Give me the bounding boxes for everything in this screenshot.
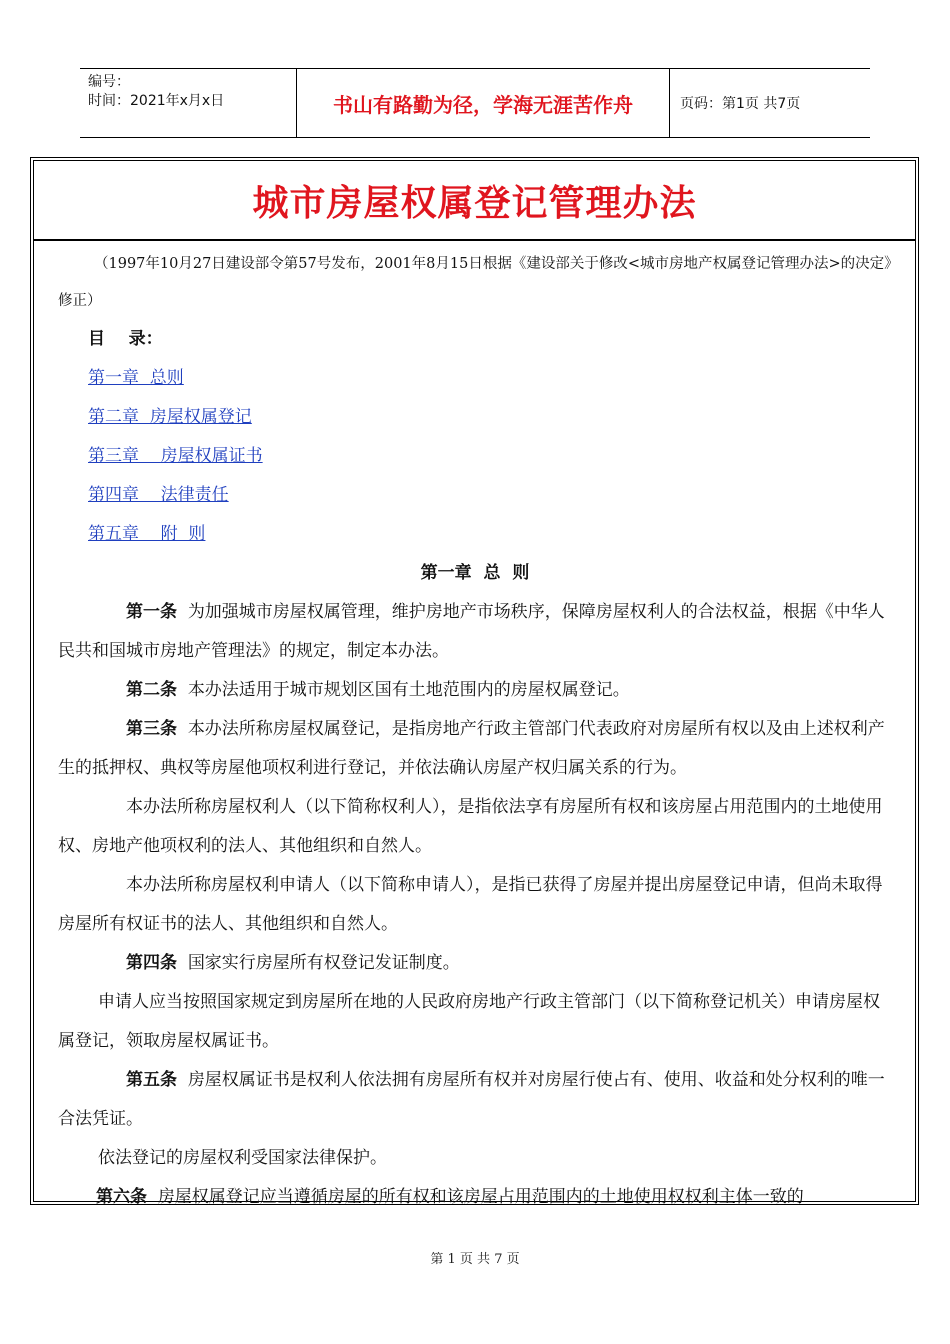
article-text: 房屋权属证书是权利人依法拥有房屋所有权并对房屋行使占有、使用、收益和处分权利的唯一合法凭证。	[58, 1070, 885, 1129]
article-2	[58, 671, 892, 710]
article-6	[58, 1178, 892, 1217]
article-text: 国家实行房屋所有权登记发证制度。	[187, 953, 460, 973]
toc-link-chapter-3[interactable]: 第三章 房屋权属证书	[88, 446, 263, 466]
paragraph: 本办法所称房屋权利申请人（以下简称申请人），是指已获得了房屋并提出房屋登记申请，但尚未取得房屋所有权证书的法人、其他组织和自然人。	[58, 875, 883, 934]
time-label: 时间：2021年x月x日	[88, 93, 225, 109]
page-footer: 第 1 页 共 7 页	[430, 1252, 520, 1267]
article-1	[58, 593, 892, 671]
chapter-heading: 第一章 总 则	[420, 563, 530, 583]
paragraph: 申请人应当按照国家规定到房屋所在地的人民政府房地产行政主管部门（以下简称登记机关）申请房屋权属登记，领取房屋权属证书。	[58, 992, 880, 1051]
header-motto: 书山有路勤为径，学海无涯苦作舟	[297, 69, 670, 137]
article-label: 第二条	[126, 680, 177, 700]
number-label: 编号：	[88, 74, 130, 90]
header-page-info: 页码：第1页 共7页	[680, 96, 801, 112]
toc-link-chapter-4[interactable]: 第四章 法律责任	[88, 485, 229, 505]
paragraph: 依法登记的房屋权利受国家法律保护。	[98, 1148, 387, 1168]
toc-link-chapter-5[interactable]: 第五章 附 则	[88, 524, 206, 544]
article-text: 本办法所称房屋权属登记，是指房地产行政主管部门代表政府对房屋所有权以及由上述权利产生的抵押权、典权等房屋他项权利进行登记，并依法确认房屋产权归属关系的行为。	[58, 719, 885, 778]
article-3	[58, 710, 892, 788]
document-body	[58, 246, 892, 1217]
article-text: 房屋权属登记应当遵循房屋的所有权和该房屋占用范围内的土地使用权权利主体一致的	[157, 1187, 804, 1207]
article-label: 第一条	[126, 602, 177, 622]
toc-link-chapter-2[interactable]: 第二章 房屋权属登记	[88, 407, 252, 427]
article-label: 第三条	[126, 719, 177, 739]
article-5	[58, 1061, 892, 1139]
article-4	[58, 944, 892, 983]
document-title: 城市房屋权属登记管理办法	[252, 181, 697, 224]
paragraph: 本办法所称房屋权利人（以下简称权利人），是指依法享有房屋所有权和该房屋占用范围内的土地使用权、房地产他项权利的法人、其他组织和自然人。	[58, 797, 883, 856]
article-text: 本办法适用于城市规划区国有土地范围内的房屋权属登记。	[187, 680, 630, 700]
header-table	[80, 68, 870, 138]
article-label: 第六条	[96, 1187, 147, 1207]
toc-link-chapter-1[interactable]: 第一章 总则	[88, 368, 184, 388]
revision-note: （1997年10月27日建设部令第57号发布，2001年8月15日根据《建设部关于修改<城市房地产权属登记管理办法>的决定》修正）	[58, 256, 892, 309]
toc-heading: 目 录：	[88, 329, 163, 349]
title-box	[34, 161, 915, 241]
article-label: 第五条	[126, 1070, 177, 1090]
header-meta	[80, 69, 297, 137]
article-label: 第四条	[126, 953, 177, 973]
article-text: 为加强城市房屋权属管理，维护房地产市场秩序，保障房屋权利人的合法权益，根据《中华人民共和国城市房地产管理法》的规定，制定本办法。	[58, 602, 885, 661]
